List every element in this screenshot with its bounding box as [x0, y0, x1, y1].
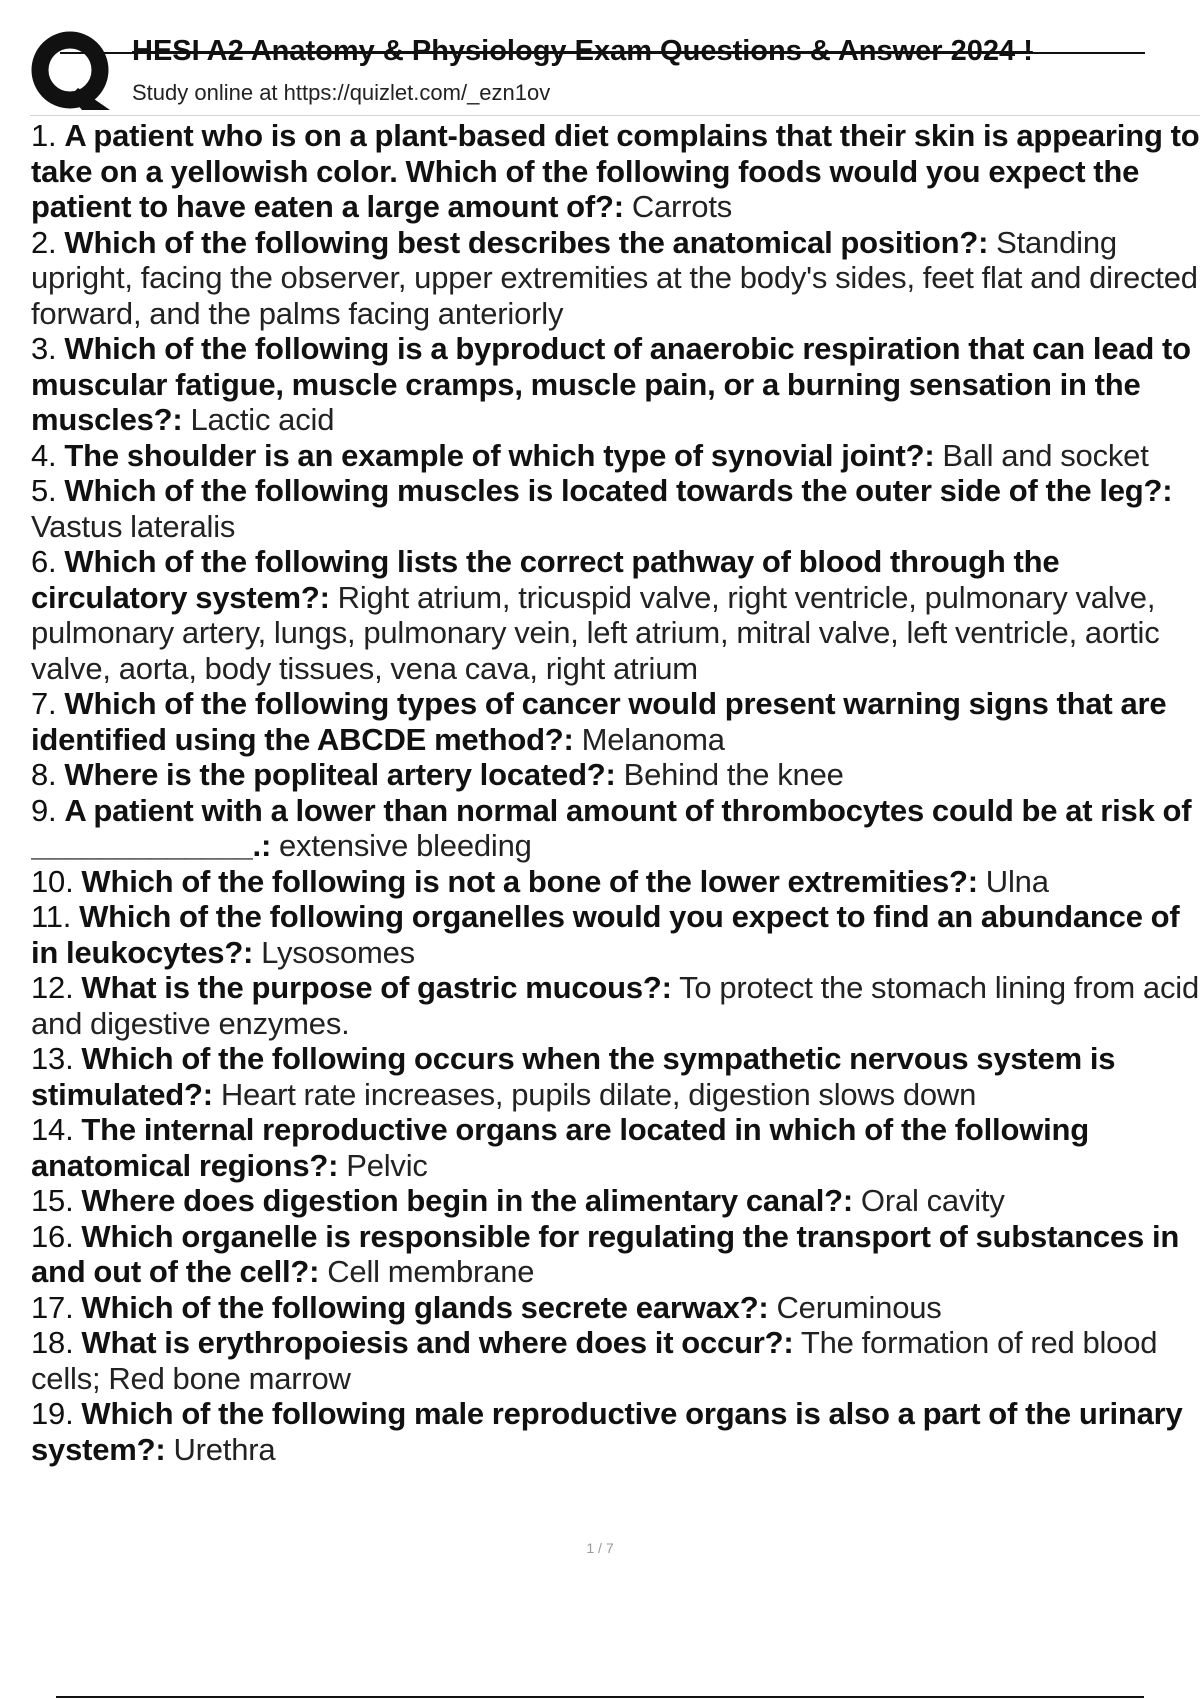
qa-question: Where does digestion begin in the alimentary canal?:	[81, 1183, 853, 1218]
quizlet-q-logo-icon	[30, 30, 114, 114]
qa-answer: extensive bleeding	[279, 828, 532, 863]
qa-number: 17.	[31, 1289, 74, 1325]
qa-answer: Ceruminous	[776, 1289, 942, 1325]
qa-question: Which of the following occurs when the sympathetic nervous system is stimulated?:	[31, 1041, 1116, 1112]
qa-answer: Behind the knee	[623, 757, 844, 792]
qa-number: 8.	[31, 757, 57, 792]
qa-number: 14.	[31, 1112, 74, 1147]
qa-number: 16.	[31, 1218, 74, 1254]
qa-item	[31, 686, 1200, 757]
qa-question: What is erythropoiesis and where does it occur?:	[81, 1325, 794, 1360]
qa-question: Where is the popliteal artery located?:	[64, 757, 616, 792]
qa-question: A patient who is on a plant-based diet complains that their skin is appearing to take on a yellowish color. Which of the following foods would you expect the patient to have eaten a large amount of?:	[31, 118, 1200, 224]
qa-number: 18.	[31, 1325, 74, 1360]
qa-item	[31, 118, 1200, 225]
study-online-link[interactable]: Study online at https://quizlet.com/_ezn1ov	[132, 80, 551, 105]
qa-item	[31, 1041, 1200, 1112]
qa-item	[31, 544, 1200, 686]
qa-answer: Heart rate increases, pupils dilate, digestion slows down	[220, 1076, 977, 1112]
qa-item	[31, 899, 1200, 970]
qa-list	[31, 118, 1200, 1478]
qa-answer: Melanoma	[581, 721, 725, 757]
qa-answer: Ulna	[985, 863, 1049, 899]
qa-answer: Carrots	[631, 189, 733, 224]
qa-item	[31, 473, 1200, 544]
qa-item	[31, 864, 1200, 900]
qa-item	[31, 1290, 1200, 1326]
qa-number: 2.	[31, 224, 57, 260]
qa-question: Which of the following types of cancer would present warning signs that are identified using the ABCDE method?:	[31, 686, 1167, 757]
qa-question: Which of the following male reproductive organs is also a part of the urinary system?:	[31, 1396, 1183, 1467]
qa-answer: Vastus lateralis	[31, 508, 236, 544]
qa-number: 11.	[31, 899, 72, 934]
qa-item	[31, 1112, 1200, 1183]
qa-number: 15.	[31, 1183, 74, 1218]
qa-question: Which of the following organelles would you expect to find an abundance of in leukocytes?:	[31, 899, 1180, 970]
qa-answer: Urethra	[173, 1431, 276, 1467]
qa-question: Which of the following best describes the anatomical position?:	[64, 224, 989, 260]
qa-number: 6.	[31, 544, 57, 579]
qa-answer: The formation of red blood cells; Red bone marrow	[31, 1325, 1158, 1396]
qa-number: 7.	[31, 686, 57, 721]
qa-number: 9.	[31, 792, 57, 828]
qa-question: What is the purpose of gastric mucous?:	[81, 970, 672, 1005]
qa-answer: To protect the stomach lining from acid and digestive enzymes.	[31, 970, 1199, 1041]
qa-answer: Right atrium, tricuspid valve, right ventricle, pulmonary valve, pulmonary artery, lungs, pulmonary vein, left atrium, mitral valve, left ventricle, aortic valve, aorta, body tissues, vena cava, right atrium	[31, 579, 1160, 686]
qa-question: Which of the following muscles is located towards the outer side of the leg?:	[64, 473, 1173, 508]
qa-item	[31, 331, 1200, 438]
qa-item	[31, 757, 1200, 793]
qa-answer: Lactic acid	[190, 402, 335, 437]
qa-number: 1.	[31, 118, 57, 153]
qa-item	[31, 438, 1200, 474]
footer-rule	[56, 1696, 1144, 1698]
qa-question: A patient with a lower than normal amount of thrombocytes could be at risk of _____________.:	[31, 792, 1192, 863]
qa-item	[31, 1219, 1200, 1290]
qa-item	[31, 1396, 1200, 1467]
qa-question: Which of the following glands secrete earwax?:	[81, 1289, 769, 1325]
qa-item	[31, 793, 1200, 864]
qa-question: Which of the following is a byproduct of anaerobic respiration that can lead to muscular fatigue, muscle cramps, muscle pain, or a burning sensation in the muscles?:	[31, 331, 1191, 437]
qa-number: 4.	[31, 437, 57, 473]
qa-number: 3.	[31, 331, 57, 366]
qa-item	[31, 1325, 1200, 1396]
qa-question: The shoulder is an example of which type of synovial joint?:	[64, 437, 935, 473]
qa-question: The internal reproductive organs are located in which of the following anatomical regions?:	[31, 1112, 1089, 1183]
qa-answer: Cell membrane	[327, 1254, 535, 1289]
page-indicator: 1 / 7	[586, 1540, 614, 1556]
qa-number: 12.	[31, 970, 74, 1005]
qa-answer: Lysosomes	[261, 934, 415, 970]
qa-number: 19.	[31, 1396, 74, 1431]
qa-answer: Standing upright, facing the observer, upper extremities at the body's sides, feet flat and directed forward, and the palms facing anteriorly	[31, 224, 1198, 331]
qa-question: Which of the following lists the correct pathway of blood through the circulatory system?:	[31, 544, 1060, 615]
qa-number: 5.	[31, 473, 57, 508]
qa-answer: Oral cavity	[860, 1183, 1005, 1218]
qa-item	[31, 970, 1200, 1041]
qa-number: 10.	[31, 863, 74, 899]
qa-question: Which of the following is not a bone of the lower extremities?:	[81, 863, 978, 899]
qa-answer: Pelvic	[346, 1147, 428, 1183]
qa-item	[31, 1183, 1200, 1219]
document-title: HESI A2 Anatomy & Physiology Exam Questions & Answer 2024 !	[132, 35, 1033, 67]
qa-number: 13.	[31, 1041, 74, 1076]
qa-answer: Ball and socket	[942, 437, 1149, 473]
qa-item	[31, 225, 1200, 332]
header-divider	[30, 115, 1200, 116]
qa-question: Which organelle is responsible for regulating the transport of substances in and out of the cell?:	[31, 1218, 1180, 1289]
document-header	[0, 0, 1200, 118]
